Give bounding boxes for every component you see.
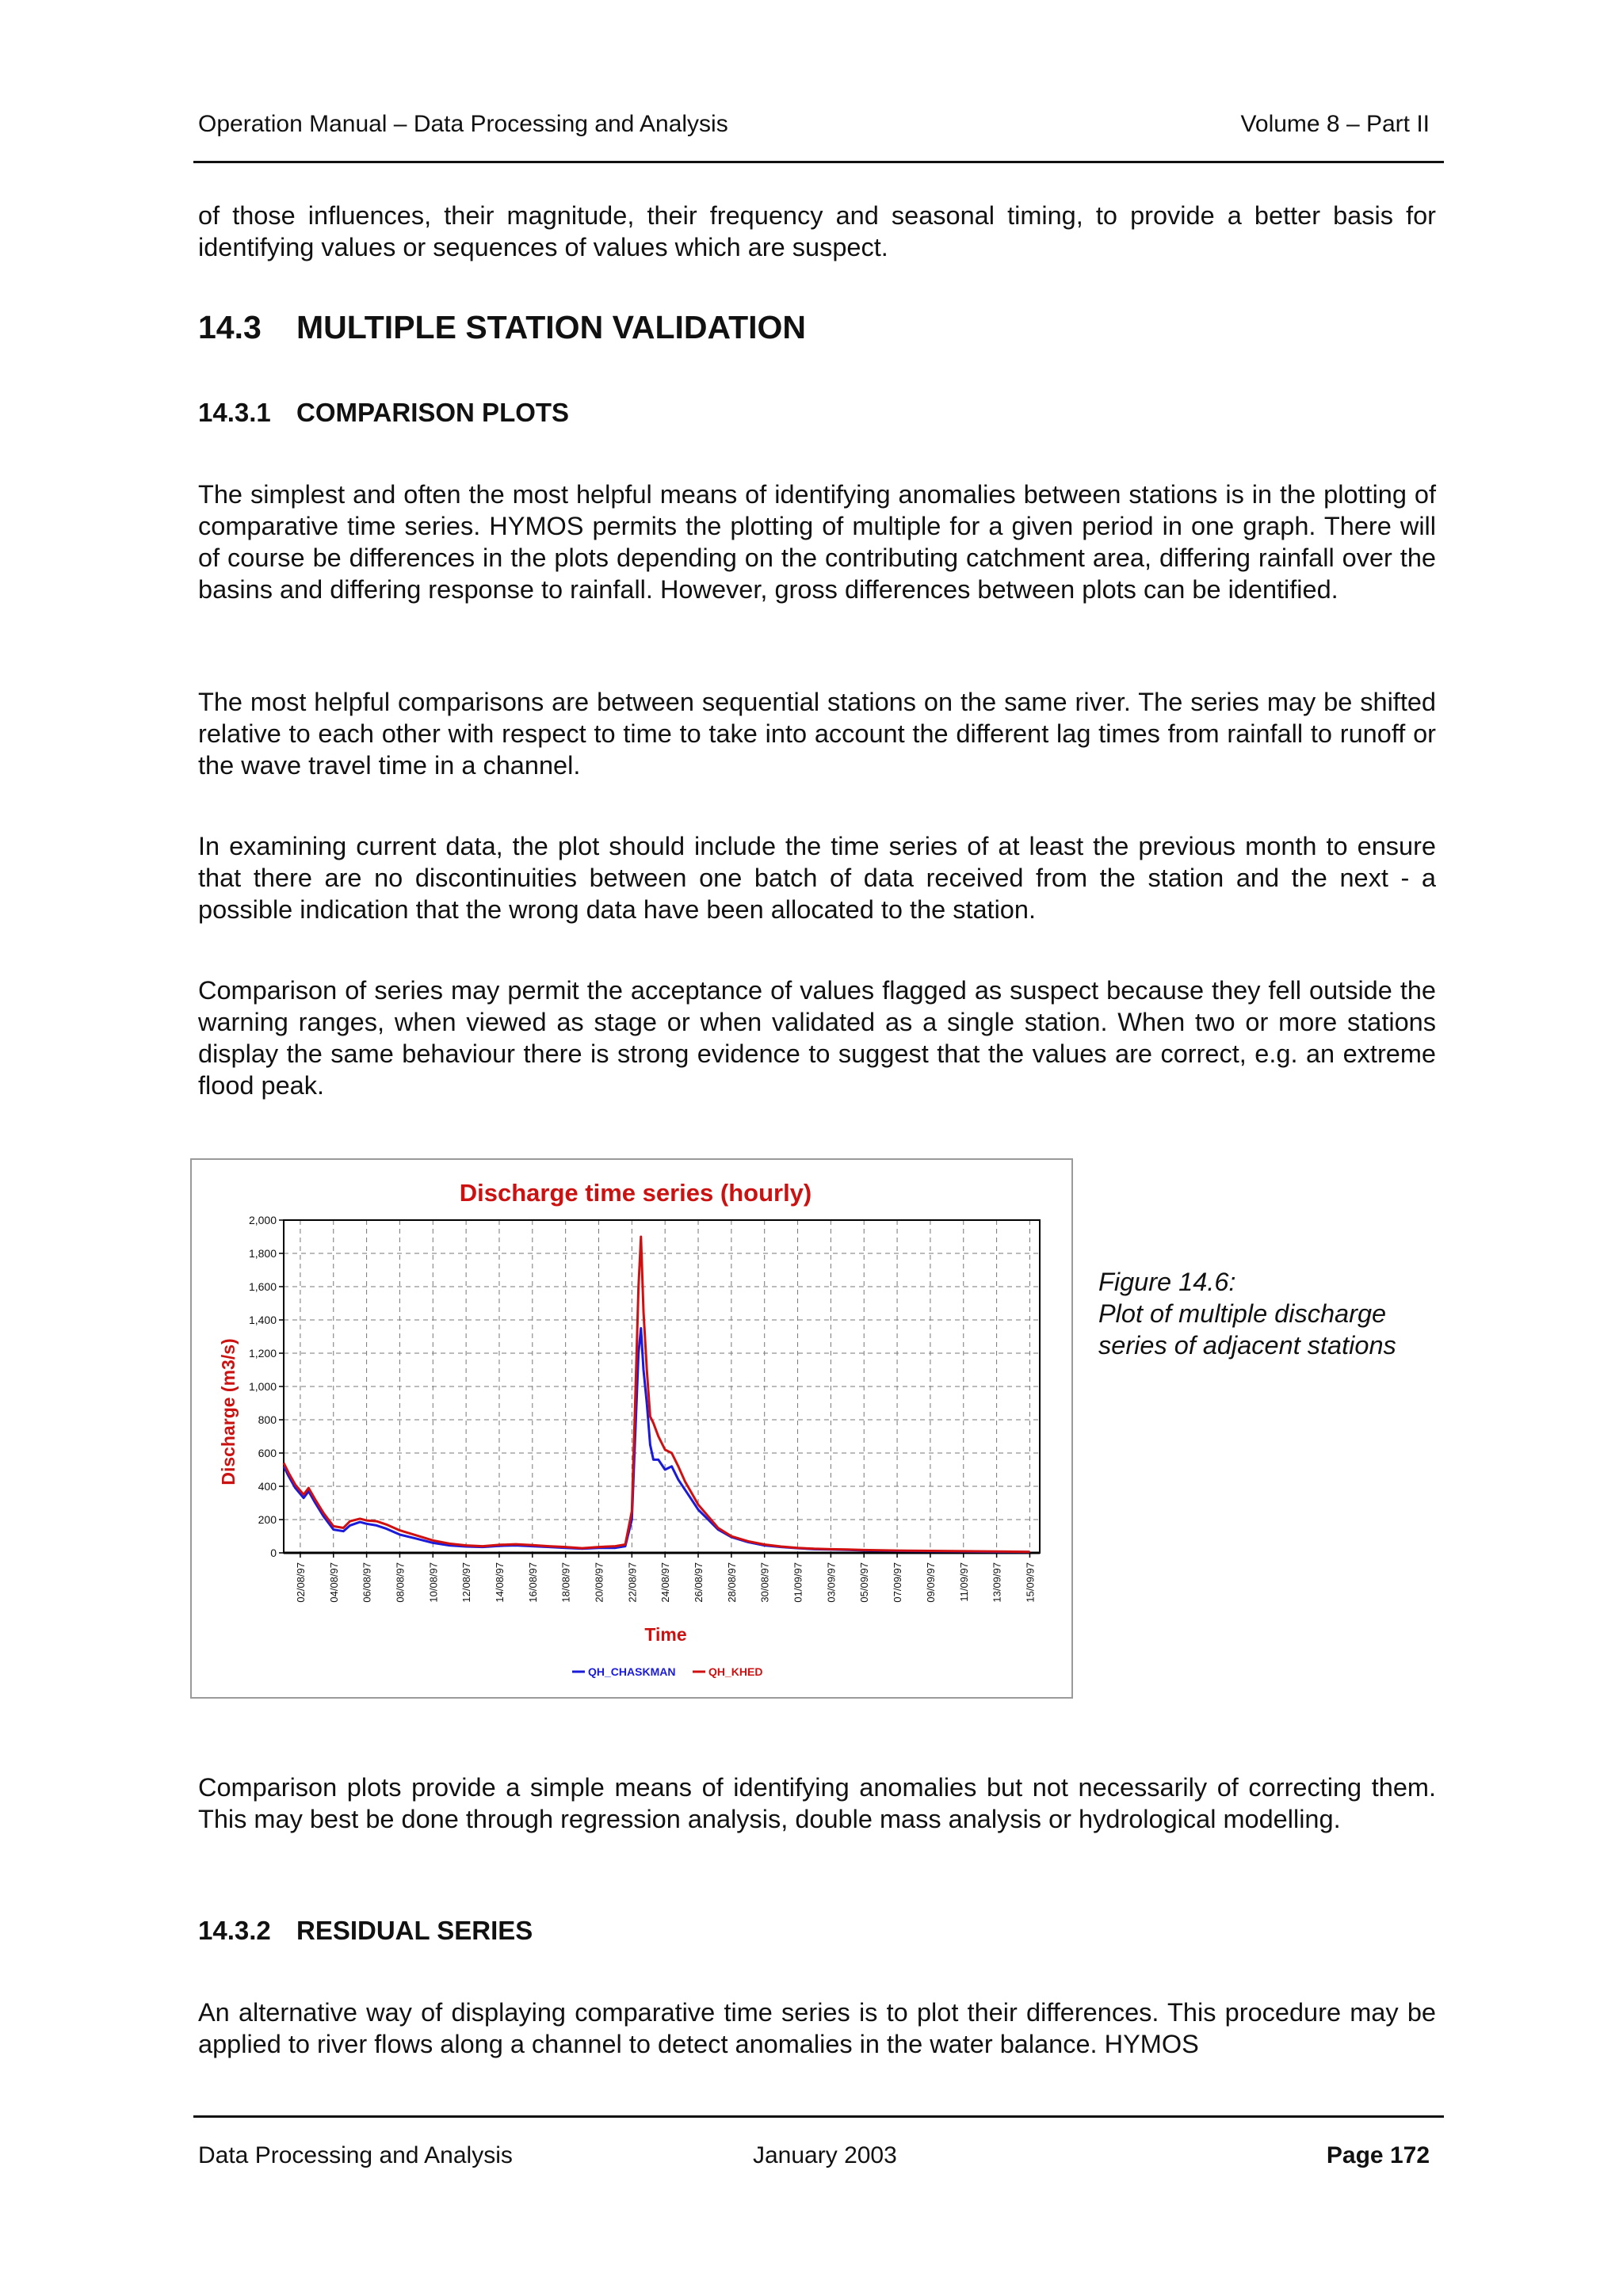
subsection-2-number: 14.3.2 <box>198 1916 271 1945</box>
chart-title: Discharge time series (hourly) <box>459 1179 812 1207</box>
x-tick-label: 18/08/97 <box>559 1562 572 1603</box>
footer-page-number: Page 172 <box>1326 2142 1430 2168</box>
last-paragraph: An alternative way of displaying comparative time series is to plot their differences. This procedure may be applied to river flows along a channel to detect anomalies in the water balance. HYMOS <box>198 1998 1436 2058</box>
y-tick-label: 2,000 <box>248 1214 277 1226</box>
chart-axes <box>249 1214 1040 1603</box>
section-heading <box>198 309 806 346</box>
series-line-khed <box>284 1237 1029 1552</box>
legend-label-chaskman: QH_CHASKMAN <box>588 1665 676 1678</box>
y-tick-label: 1,200 <box>248 1347 277 1360</box>
paragraph-3: In examining current data, the plot should include the time series of at least the previous month to ensure that there are no discontinuities between one batch of data received from the station and the next - a possible indication that the wrong data have been allocated to the station. <box>198 832 1436 924</box>
x-tick-label: 04/08/97 <box>327 1562 340 1603</box>
chart-grid <box>284 1220 1040 1553</box>
y-tick-label: 0 <box>270 1547 277 1559</box>
x-tick-label: 09/09/97 <box>924 1562 937 1603</box>
x-tick-label: 10/08/97 <box>427 1562 440 1603</box>
x-tick-label: 03/09/97 <box>825 1562 838 1603</box>
footer-divider <box>193 2115 1444 2118</box>
chart-x-axis-label: Time <box>644 1624 687 1645</box>
header-divider <box>193 161 1444 163</box>
series-line-chaskman <box>284 1329 1029 1552</box>
subsection-1-title: COMPARISON PLOTS <box>296 398 570 427</box>
x-tick-label: 01/09/97 <box>792 1562 804 1603</box>
chart-legend <box>572 1665 762 1678</box>
figure-caption-label: Figure 14.6: <box>1098 1268 1236 1296</box>
chart-y-axis-label: Discharge (m3/s) <box>218 1338 239 1486</box>
intro-paragraph: of those influences, their magnitude, their frequency and seasonal timing, to provide a better basis for identifying values or sequences of values which are suspect. <box>198 201 1436 261</box>
chart-series <box>284 1237 1029 1552</box>
x-tick-label: 07/09/97 <box>892 1562 904 1603</box>
x-tick-label: 02/08/97 <box>294 1562 307 1603</box>
x-tick-label: 11/09/97 <box>957 1562 970 1602</box>
x-tick-label: 05/09/97 <box>858 1562 871 1603</box>
y-tick-label: 400 <box>258 1480 277 1493</box>
figure-frame <box>190 1158 1073 1699</box>
x-tick-label: 14/08/97 <box>493 1562 506 1603</box>
y-tick-label: 800 <box>258 1413 277 1426</box>
paragraph-2: The most helpful comparisons are between sequential stations on the same river. The series may be shifted relative to each other with respect to time to take into account the different lag times from rainfall to runoff or the wave travel time in a channel. <box>198 688 1436 780</box>
x-tick-label: 12/08/97 <box>460 1562 473 1603</box>
legend-label-khed: QH_KHED <box>708 1665 763 1678</box>
x-tick-label: 26/08/97 <box>693 1562 705 1603</box>
x-tick-label: 24/08/97 <box>659 1562 672 1603</box>
x-tick-label: 15/09/97 <box>1024 1562 1037 1603</box>
y-tick-label: 1,600 <box>248 1280 277 1293</box>
header-left: Operation Manual – Data Processing and Analysis <box>198 111 728 137</box>
x-tick-label: 30/08/97 <box>758 1562 771 1603</box>
x-tick-label: 28/08/97 <box>725 1562 738 1603</box>
subsection-1-heading <box>198 398 569 428</box>
after-figure-paragraph: Comparison plots provide a simple means of identifying anomalies but not necessarily of correcting them. This may best be done through regression analysis, double mass analysis or hydrological modelling. <box>198 1773 1436 1833</box>
figure-caption-line-2: series of adjacent stations <box>1098 1331 1396 1360</box>
x-tick-label: 06/08/97 <box>361 1562 373 1603</box>
x-tick-label: 20/08/97 <box>593 1562 605 1603</box>
x-tick-label: 22/08/97 <box>626 1562 639 1603</box>
y-tick-label: 600 <box>258 1447 277 1459</box>
subsection-1-number: 14.3.1 <box>198 398 271 427</box>
y-tick-label: 1,400 <box>248 1314 277 1326</box>
section-title: MULTIPLE STATION VALIDATION <box>296 309 807 345</box>
paragraph-4: Comparison of series may permit the acceptance of values flagged as suspect because they fell outside the warning ranges, when viewed as stage or when validated as a single station. When two or more stations display the same behaviour there is strong evidence to suggest that the values are correct, e.g. an extreme flood peak. <box>198 976 1436 1100</box>
figure-caption <box>1098 1266 1431 1361</box>
footer-left: Data Processing and Analysis <box>198 2142 513 2168</box>
paragraph-1: The simplest and often the most helpful means of identifying anomalies between stations is in the plotting of comparative time series. HYMOS permits the plotting of multiple for a given period in one graph. There will of course be differences in the plots depending on the contributing catchment area, differing rainfall over the basins and differing response to rainfall. However, gross differences between plots can be identified. <box>198 480 1436 604</box>
discharge-chart <box>192 1160 1071 1697</box>
section-number: 14.3 <box>198 309 262 345</box>
subsection-2-heading <box>198 1916 533 1946</box>
figure-caption-line-1: Plot of multiple discharge <box>1098 1299 1387 1328</box>
x-tick-label: 08/08/97 <box>394 1562 407 1603</box>
header-right: Volume 8 – Part II <box>1240 111 1430 137</box>
y-tick-label: 1,000 <box>248 1380 277 1393</box>
x-tick-label: 16/08/97 <box>526 1562 539 1603</box>
y-tick-label: 1,800 <box>248 1247 277 1260</box>
footer-center: January 2003 <box>753 2142 897 2168</box>
subsection-2-title: RESIDUAL SERIES <box>296 1916 533 1945</box>
y-tick-label: 200 <box>258 1513 277 1526</box>
x-tick-label: 13/09/97 <box>991 1562 1003 1603</box>
